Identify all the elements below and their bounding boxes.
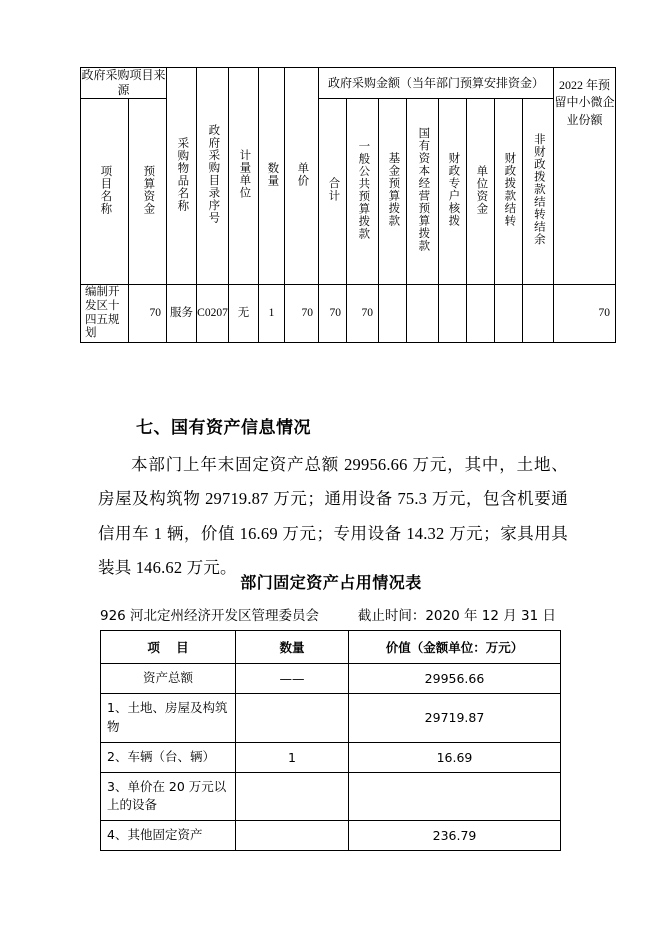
- group-header-source: 政府采购项目来源: [81, 68, 166, 97]
- cell-catalog-no: C0207: [197, 285, 229, 343]
- procurement-column-header-row: [81, 99, 616, 285]
- col-header-general-public-budget: [347, 99, 379, 285]
- cell-fund-budget: [379, 285, 407, 343]
- cell-unit-price: 70: [285, 285, 319, 343]
- col-header-non-fiscal-carryover: [523, 99, 554, 285]
- col-header-unit: [229, 68, 259, 285]
- procurement-table: [80, 67, 616, 343]
- group-header-amount: 政府采购金额（当年部门预算安排资金）: [319, 68, 554, 99]
- col-header-fund-budget: [379, 99, 407, 285]
- cell-general-public-budget: 70: [347, 285, 379, 343]
- col-header-fiscal-special-account: [439, 99, 467, 285]
- procurement-group-header-row: [81, 68, 616, 99]
- table-row: [101, 742, 561, 772]
- col-header-fund-budget-label: 基金预算拨款: [387, 152, 400, 228]
- asset-table-subtitle: [100, 604, 560, 624]
- col-header-budget-funds: [129, 99, 167, 285]
- col-header-unit-price: [285, 68, 319, 285]
- col-header-unit-label: 计量单位: [238, 149, 251, 200]
- table-row: [101, 664, 561, 694]
- asset-col-header-item: 项 目: [101, 631, 236, 664]
- col-header-budget-funds-label: 预算资金: [142, 164, 155, 215]
- asset-item-2: 2、车辆（台、辆）: [101, 742, 236, 772]
- col-header-fiscal-carryover-label: 财政拨款结转: [503, 152, 516, 228]
- asset-qty-2: 1: [236, 742, 349, 772]
- asset-table-cutoff-date: 截止时间：2020 年 12 月 31 日: [357, 608, 556, 624]
- col-header-fiscal-special-account-label: 财政专户核拨: [447, 152, 460, 228]
- asset-item-1: 1、土地、房屋及构筑物: [101, 694, 236, 743]
- group-header-sme-reserve: 2022 年预留中小微企业份额: [554, 68, 616, 285]
- asset-qty-0: ——: [236, 664, 349, 694]
- cell-fiscal-special-account: [439, 285, 467, 343]
- asset-value-0: 29956.66: [349, 664, 561, 694]
- col-header-total: [319, 99, 347, 285]
- asset-item-3: 3、单价在 20 万元以上的设备: [101, 772, 236, 821]
- col-header-fiscal-carryover: [495, 99, 523, 285]
- cell-quantity: 1: [259, 285, 285, 343]
- asset-value-2: 16.69: [349, 742, 561, 772]
- col-header-non-fiscal-carryover-label: 非财政拨款结转结余: [532, 133, 545, 246]
- cell-unit-funds: [467, 285, 495, 343]
- table-row: [81, 285, 616, 343]
- col-header-project-name: [81, 99, 129, 285]
- col-header-catalog-no: [197, 68, 229, 285]
- cell-unit: 无: [229, 285, 259, 343]
- col-header-general-public-budget-label: 一般公共预算拨款: [357, 139, 370, 240]
- col-header-state-capital-budget-label: 国有资本经营预算拨款: [417, 127, 430, 253]
- cell-item-name: 服务: [167, 285, 197, 343]
- asset-item-4: 4、其他固定资产: [101, 821, 236, 851]
- col-header-catalog-no-label: 政府采购目录序号: [207, 124, 220, 225]
- asset-qty-4: [236, 821, 349, 851]
- cell-non-fiscal-carryover: [523, 285, 554, 343]
- asset-qty-3: [236, 772, 349, 821]
- section-paragraph: 本部门上年末固定资产总额 29956.66 万元，其中，土地、房屋及构筑物 29719.87 万元；通用设备 75.3 万元，包含机要通信用车 1 辆，价值 16.69 万元；专用设备 14.32 万元；家具用具装具 146.62 万元。: [98, 455, 568, 577]
- asset-table-unit-name: 926 河北定州经济开发区管理委员会: [100, 608, 320, 624]
- cell-budget-funds: 70: [129, 285, 167, 343]
- asset-table-title: 部门固定资产占用情况表: [240, 573, 422, 592]
- asset-value-4: 236.79: [349, 821, 561, 851]
- section-heading: 七、国有资产信息情况: [136, 418, 311, 438]
- col-header-state-capital-budget: [407, 99, 439, 285]
- cell-total: 70: [319, 285, 347, 343]
- asset-value-3: [349, 772, 561, 821]
- col-header-quantity: [259, 68, 285, 285]
- asset-col-header-value: 价值（金额单位：万元）: [349, 631, 561, 664]
- col-header-unit-funds-label: 单位资金: [475, 164, 488, 215]
- col-header-item-name: [167, 68, 197, 285]
- col-header-unit-price-label: 单价: [296, 161, 309, 187]
- col-header-total-label: 合计: [327, 177, 340, 203]
- procurement-table-container: [80, 67, 615, 343]
- table-row: [101, 694, 561, 743]
- col-header-quantity-label: 数量: [266, 161, 279, 187]
- col-header-unit-funds: [467, 99, 495, 285]
- asset-qty-1: [236, 694, 349, 743]
- asset-item-0: 资产总额: [101, 664, 236, 694]
- cell-state-capital-budget: [407, 285, 439, 343]
- col-header-project-name-label: 项目名称: [99, 164, 112, 215]
- cell-fiscal-carryover: [495, 285, 523, 343]
- table-row: [101, 772, 561, 821]
- asset-table-container: [100, 630, 560, 851]
- cell-sme-reserve: 70: [554, 285, 616, 343]
- asset-value-1: 29719.87: [349, 694, 561, 743]
- asset-col-header-qty: 数量: [236, 631, 349, 664]
- table-row: [101, 821, 561, 851]
- cell-project-name: 编制开发区十四五规划: [81, 285, 129, 343]
- asset-header-row: [101, 631, 561, 664]
- col-header-item-name-label: 采购物品名称: [176, 136, 189, 212]
- asset-table: [100, 630, 561, 851]
